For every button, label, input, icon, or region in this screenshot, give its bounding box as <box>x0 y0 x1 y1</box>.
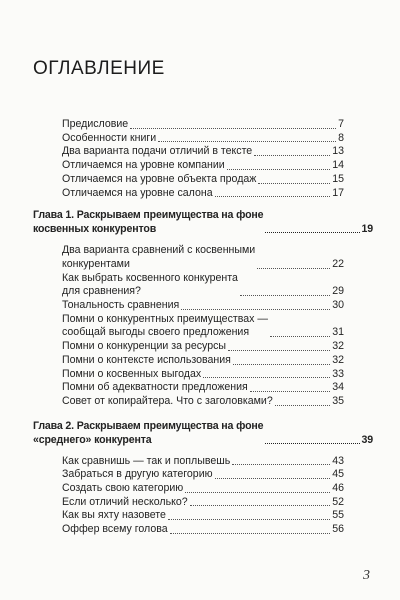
entry-label: Помни о контексте использования <box>62 353 231 366</box>
entry-page-number: 56 <box>332 523 344 536</box>
toc-entry <box>33 118 373 132</box>
entry-label: Помни о конкурентных преимуществах — сообщай выгоды своего предложения <box>62 312 268 339</box>
entry-page-number: 46 <box>332 482 344 495</box>
toc-entry <box>33 354 373 368</box>
entry-label: Глава 2. Раскрываем преимущества на фоне «среднего» конкурента <box>33 419 264 446</box>
dot-leader <box>203 377 330 378</box>
entry-label: Предисловие <box>62 118 129 130</box>
toc-entry <box>33 395 373 409</box>
dot-leader <box>227 169 330 170</box>
dot-leader <box>158 141 336 142</box>
entry-label: Два варианта подачи отличий в тексте <box>62 145 253 158</box>
entry-page-number: 32 <box>332 340 344 353</box>
dot-leader <box>168 519 330 520</box>
entry-label: Тональность сравнения <box>62 299 180 312</box>
entry-label: Помни об адекватности предложения <box>62 381 248 394</box>
toc-entry <box>33 455 373 469</box>
entry-page-number: 43 <box>332 454 344 467</box>
entry-page-number: 34 <box>332 381 344 394</box>
entry-label: Отличаемся на уровне салона <box>62 186 213 199</box>
entry-label: Если отличий несколько? <box>62 495 188 508</box>
entry-page-number: 22 <box>332 257 344 270</box>
toc-entry <box>33 496 373 510</box>
toc-entry <box>33 244 373 271</box>
entry-label: Оффер всему голова <box>62 523 168 536</box>
entry-label: Забраться в другую категорию <box>62 468 213 481</box>
toc-entry <box>33 159 373 173</box>
page-number: 3 <box>363 568 370 583</box>
entry-label: Как выбрать косвенного конкурента для сравнения? <box>62 271 238 298</box>
toc-entry <box>33 523 373 537</box>
chapter-heading <box>33 419 373 447</box>
toc-entry <box>33 509 373 523</box>
chapter-2-section <box>33 419 373 537</box>
toc-entry <box>33 145 373 159</box>
entry-label: Как вы яхту назовете <box>62 509 166 522</box>
entry-page-number: 31 <box>332 326 344 339</box>
dot-leader <box>190 505 331 506</box>
dot-leader <box>185 492 330 493</box>
entry-page-number: 17 <box>332 186 344 199</box>
entry-label: Помни о конкуренции за ресурсы <box>62 340 226 353</box>
entry-label: Отличаемся на уровне компании <box>62 159 225 172</box>
dot-leader <box>228 350 330 351</box>
entry-page-number: 35 <box>332 394 344 407</box>
chapter-heading <box>33 208 373 236</box>
table-of-contents <box>33 118 373 537</box>
dot-leader <box>270 336 330 337</box>
page-title: ОГЛАВЛЕНИЕ <box>33 58 165 79</box>
dot-leader <box>233 364 330 365</box>
dot-leader <box>232 464 330 465</box>
entry-page-number: 14 <box>332 159 344 172</box>
toc-entry <box>33 313 373 340</box>
dot-leader <box>254 155 330 156</box>
dot-leader <box>265 443 359 444</box>
entry-label: Совет от копирайтера. Что с заголовками? <box>62 394 273 407</box>
entry-page-number: 29 <box>332 285 344 298</box>
toc-entry <box>33 187 373 201</box>
dot-leader <box>215 478 331 479</box>
dot-leader <box>257 268 330 269</box>
entry-page-number: 7 <box>338 118 344 130</box>
entry-label: Глава 1. Раскрываем преимущества на фоне косвенных конкурентов <box>33 209 264 236</box>
toc-entry <box>33 482 373 496</box>
toc-entry <box>33 381 373 395</box>
dot-leader <box>181 309 330 310</box>
dot-leader <box>250 391 330 392</box>
toc-entry <box>33 132 373 146</box>
entry-label: Как сравнишь — так и поплывешь <box>62 454 231 467</box>
toc-entry <box>33 368 373 382</box>
dot-leader <box>265 232 359 233</box>
entry-page-number: 13 <box>332 145 344 158</box>
toc-entry <box>33 468 373 482</box>
chapter-1-section <box>33 208 373 408</box>
entry-page-number: 32 <box>332 353 344 366</box>
dot-leader <box>240 295 330 296</box>
entry-label: Два варианта сравнений с косвенными конкурентами <box>62 244 256 270</box>
entry-page-number: 30 <box>332 299 344 312</box>
toc-entry <box>33 340 373 354</box>
entry-page-number: 19 <box>361 223 373 236</box>
dot-leader <box>215 196 331 197</box>
dot-leader <box>130 128 336 129</box>
entry-page-number: 33 <box>332 367 344 380</box>
toc-entry <box>33 173 373 187</box>
dot-leader <box>258 183 330 184</box>
entry-page-number: 55 <box>332 509 344 522</box>
entry-page-number: 52 <box>332 495 344 508</box>
entry-label: Создать свою категорию <box>62 482 184 495</box>
entry-label: Отличаемся на уровне объекта продаж <box>62 172 257 185</box>
dot-leader <box>275 405 330 406</box>
intro-section <box>33 118 373 200</box>
entry-page-number: 8 <box>338 131 344 144</box>
toc-entry <box>33 299 373 313</box>
dot-leader <box>170 533 331 534</box>
entry-page-number: 45 <box>332 468 344 481</box>
entry-page-number: 39 <box>361 433 373 446</box>
entry-label: Особенности книги <box>62 131 157 144</box>
toc-entry <box>33 272 373 299</box>
entry-label: Помни о косвенных выгодах <box>62 367 202 380</box>
entry-page-number: 15 <box>332 172 344 185</box>
